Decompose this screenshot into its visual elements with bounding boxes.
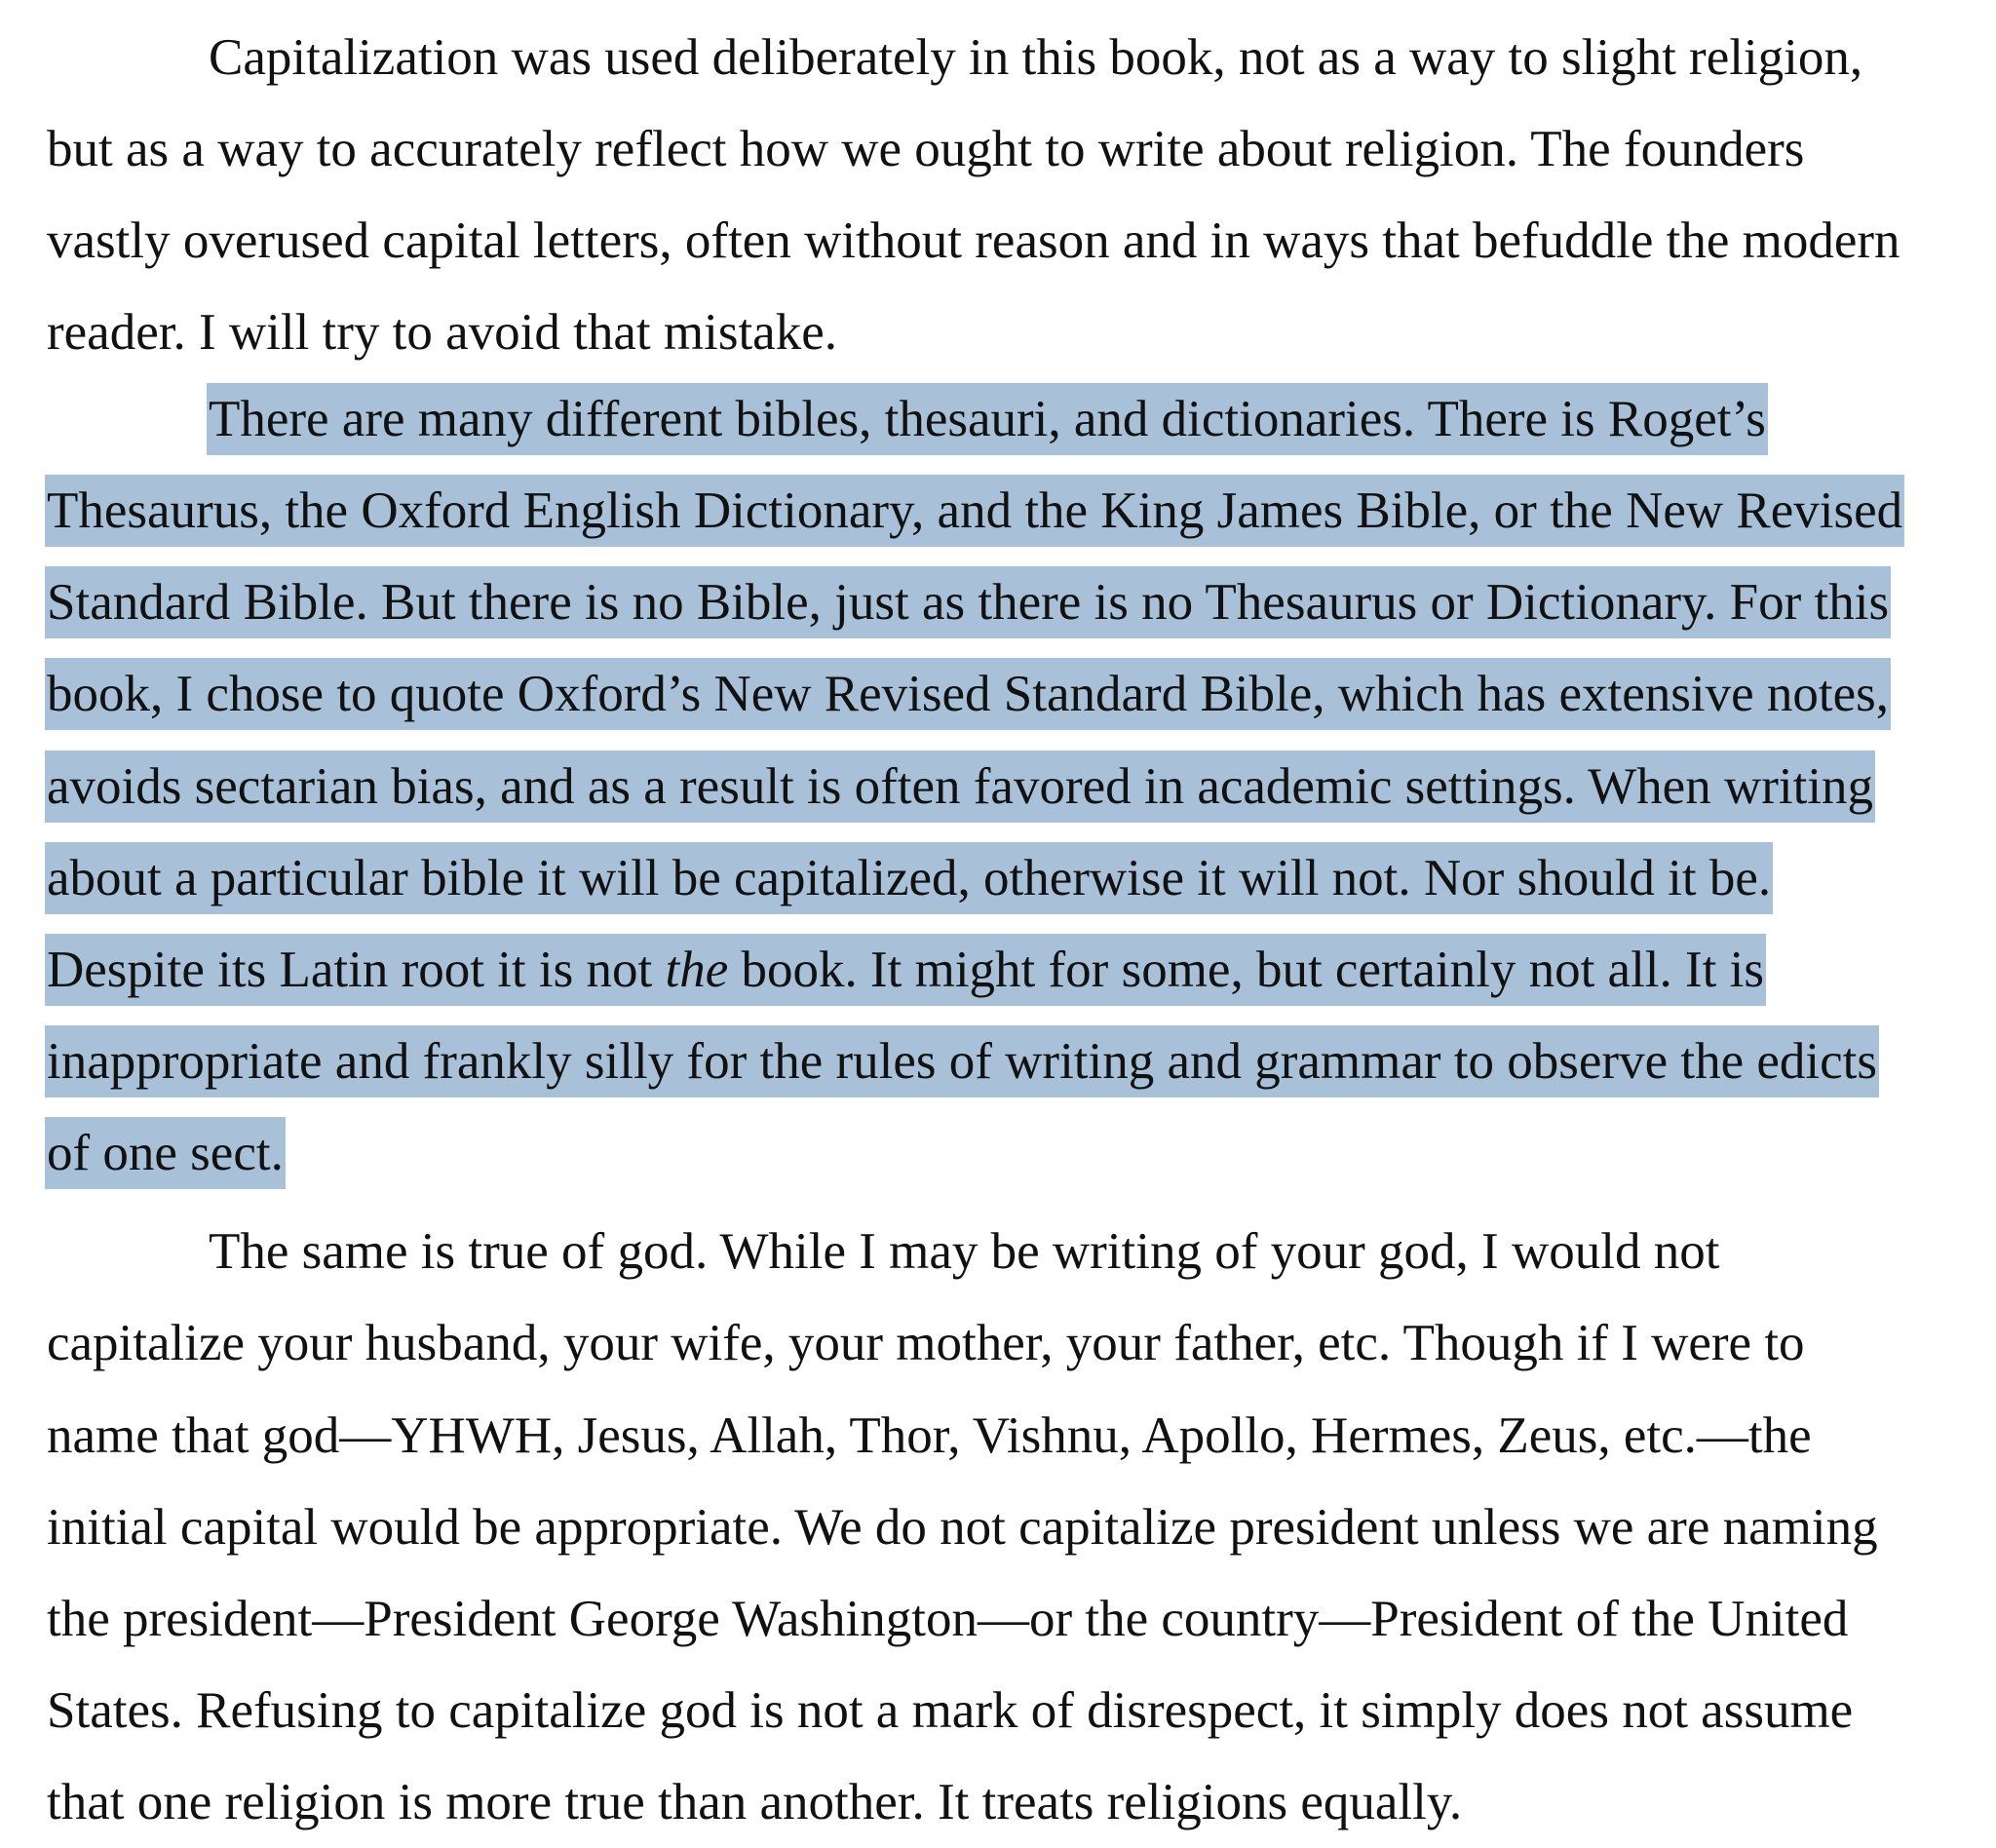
selected-text-line[interactable]: Standard Bible. But there is no Bible, just as there is no Thesaurus or Dictionary. For this [47, 566, 1891, 638]
text-line: reader. I will try to avoid that mistake. [47, 304, 837, 361]
selected-text-line[interactable]: inappropriate and frankly silly for the rules of writing and grammar to observe the edicts [47, 1025, 1879, 1097]
selected-text-line[interactable]: of one sect. [47, 1117, 286, 1189]
text-line: vastly overused capital letters, often without reason and in ways that befuddle the modern [47, 212, 1900, 269]
text-line: that one religion is more true than another. It treats religions equally. [47, 1774, 1463, 1830]
selected-text-line[interactable]: avoids sectarian bias, and as a result is often favored in academic settings. When writing [47, 751, 1875, 823]
italic-word: the [665, 942, 729, 998]
line-with-italic: Despite its Latin root it is not the book. It might for some, but certainly not all. It is [45, 934, 1766, 1006]
text-line: name that god—YHWH, Jesus, Allah, Thor, Vishnu, Apollo, Hermes, Zeus, etc.—the [47, 1407, 1812, 1464]
text-line: States. Refusing to capitalize god is not a mark of disrespect, it simply does not assume [47, 1682, 1854, 1739]
text-line: The same is true of god. While I may be writing of your god, I would not [209, 1223, 1720, 1280]
text-line: Capitalization was used deliberately in this book, not as a way to slight religion, [209, 29, 1863, 86]
text-line: the president—President George Washington—or the country—President of the United [47, 1591, 1849, 1647]
text-line: initial capital would be appropriate. We do not capitalize president unless we are naming [47, 1499, 1878, 1556]
selected-text-line[interactable]: about a particular bible it will be capitalized, otherwise it will not. Nor should it be. [47, 842, 1773, 914]
selected-text-line[interactable]: book, I chose to quote Oxford’s New Revised Standard Bible, which has extensive notes, [47, 658, 1891, 730]
selected-text-line[interactable]: Thesaurus, the Oxford English Dictionary, and the King James Bible, or the New Revised [47, 475, 1904, 547]
selected-text-line[interactable]: There are many different bibles, thesauri, and dictionaries. There is Roget’s [209, 383, 1768, 455]
text-line: but as a way to accurately reflect how we ought to write about religion. The founders [47, 121, 1805, 177]
text-line: capitalize your husband, your wife, your mother, your father, etc. Though if I were to [47, 1315, 1805, 1371]
selected-text-line[interactable] [47, 934, 1766, 1006]
